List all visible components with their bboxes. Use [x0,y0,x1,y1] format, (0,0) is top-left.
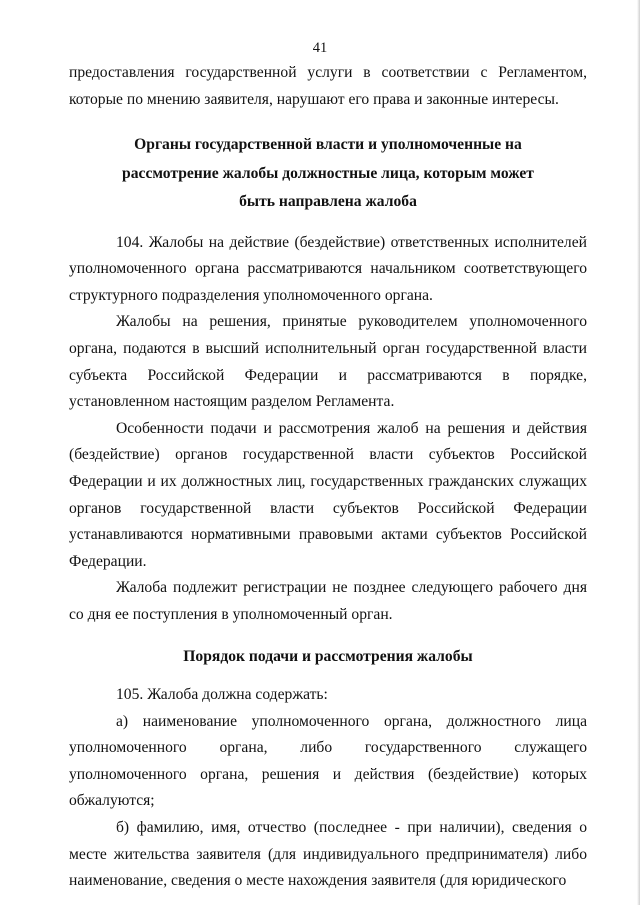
paragraph-decisions: Жалобы на решения, принятые руководителем уполномоченного органа, подаются в высший исполнительный орган государственной власти субъекта Российской Федерации и рассматриваются в порядке, установленном настоящим разделом Регламента. [69,313,587,411]
paragraph-specifics: Особенности подачи и рассмотрения жалоб на решения и действия (бездействие) органов государственной власти субъектов Российской Федерации и их должностных лиц, государственных гражданских служащих органов государственной власти субъектов Российской Федерации устанавливаются нормативными правовыми актами субъектов Российской Федерации. [69,419,587,570]
paragraph-104: 104. Жалобы на действие (бездействие) ответственных исполнителей уполномоченного органа рассматриваются начальником соответствующего структурного подразделения уполномоченного органа. [69,233,587,304]
section-heading-procedure: Порядок подачи и рассмотрения жалобы [183,647,473,665]
section-heading-bodies: Органы государственной власти и уполномоченные на рассмотрение жалобы должностные лица, которым может быть направлена жалоба [122,136,534,211]
paragraph-registration: Жалоба подлежит регистрации не позднее следующего рабочего дня со дня ее поступления в уполномоченный орган. [69,579,587,623]
paragraph-continuation: предоставления государственной услуги в соответствии с Регламентом, которые по мнению заявителя, нарушают его права и законные интересы. [69,64,587,108]
paragraph-105: 105. Жалоба должна содержать: [116,686,328,704]
list-item-a: а) наименование уполномоченного органа, должностного лица уполномоченного органа, либо государственного служащего уполномоченного органа, решения и действия (бездействие) которых обжалуются; [69,712,587,810]
document-body [69,60,587,895]
page-number: 41 [312,40,328,56]
list-item-b: б) фамилию, имя, отчество (последнее - при наличии), сведения о месте жительства заявителя (для индивидуального предпринимателя) либо наименование, сведения о месте нахождения заявителя (для юридического [69,819,587,890]
